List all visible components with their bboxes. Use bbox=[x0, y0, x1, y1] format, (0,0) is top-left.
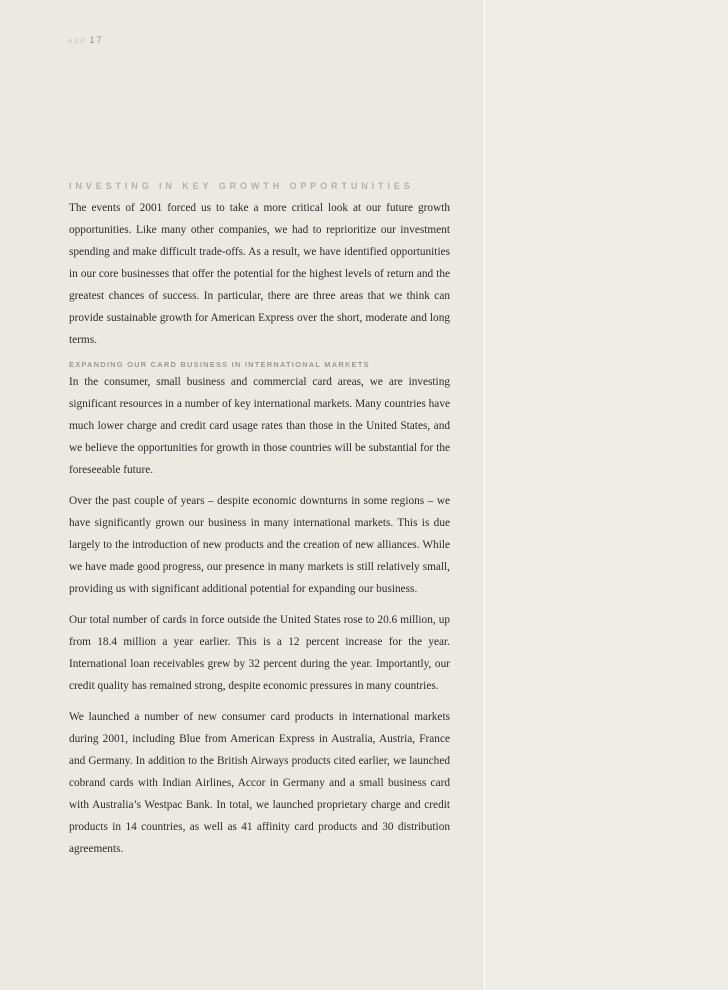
body-paragraph: In the consumer, small business and commercial card areas, we are investing significant resources in a number of key international markets. Many countries have much lower charge and credit card usage rates than those in the United States, and we believe the opportunities for growth in those countries will be substantial for the foreseeable future. bbox=[69, 376, 450, 476]
blank-facing-panel bbox=[484, 0, 728, 990]
article-content bbox=[69, 181, 450, 869]
intro-paragraph: The events of 2001 forced us to take a more critical look at our future growth opportunities. Like many other companies, we had to reprioritize our investment spending and make difficult trade-offs. As a result, we have identified opportunities in our core businesses that offer the potential for the highest levels of return and the greatest chances of success. In particular, there are three areas that we think can provide sustainable growth for American Express over the short, moderate and long terms. bbox=[69, 202, 450, 346]
page-number-value: 17 bbox=[89, 35, 104, 45]
page-number-prefix: AXP bbox=[68, 39, 88, 45]
body-paragraph: Our total number of cards in force outside the United States rose to 20.6 million, up from 18.4 million a year earlier. This is a 12 percent increase for the year. International loan receivables grew by 32 percent during the year. Importantly, our credit quality has remained strong, despite economic pressures in many countries. bbox=[69, 614, 450, 692]
subsection-heading: EXPANDING OUR CARD BUSINESS IN INTERNATIONAL MARKETS bbox=[69, 360, 370, 369]
body-paragraph: Over the past couple of years – despite economic downturns in some regions – we have significantly grown our business in many international markets. This is due largely to the introduction of new products and the creation of new alliances. While we have made good progress, our presence in many markets is still relatively small, providing us with significant additional potential for expanding our business. bbox=[69, 495, 450, 595]
body-paragraph: We launched a number of new consumer card products in international markets during 2001, including Blue from American Express in Australia, Austria, France and Germany. In addition to the British Airways products cited earlier, we launched cobrand cards with Indian Airlines, Accor in Germany and a small business card with Australia’s Westpac Bank. In total, we launched proprietary charge and credit products in 14 countries, as well as 41 affinity card products and 30 distribution agreements. bbox=[69, 711, 450, 855]
page-number bbox=[68, 35, 104, 45]
section-heading: INVESTING IN KEY GROWTH OPPORTUNITIES bbox=[69, 181, 414, 191]
